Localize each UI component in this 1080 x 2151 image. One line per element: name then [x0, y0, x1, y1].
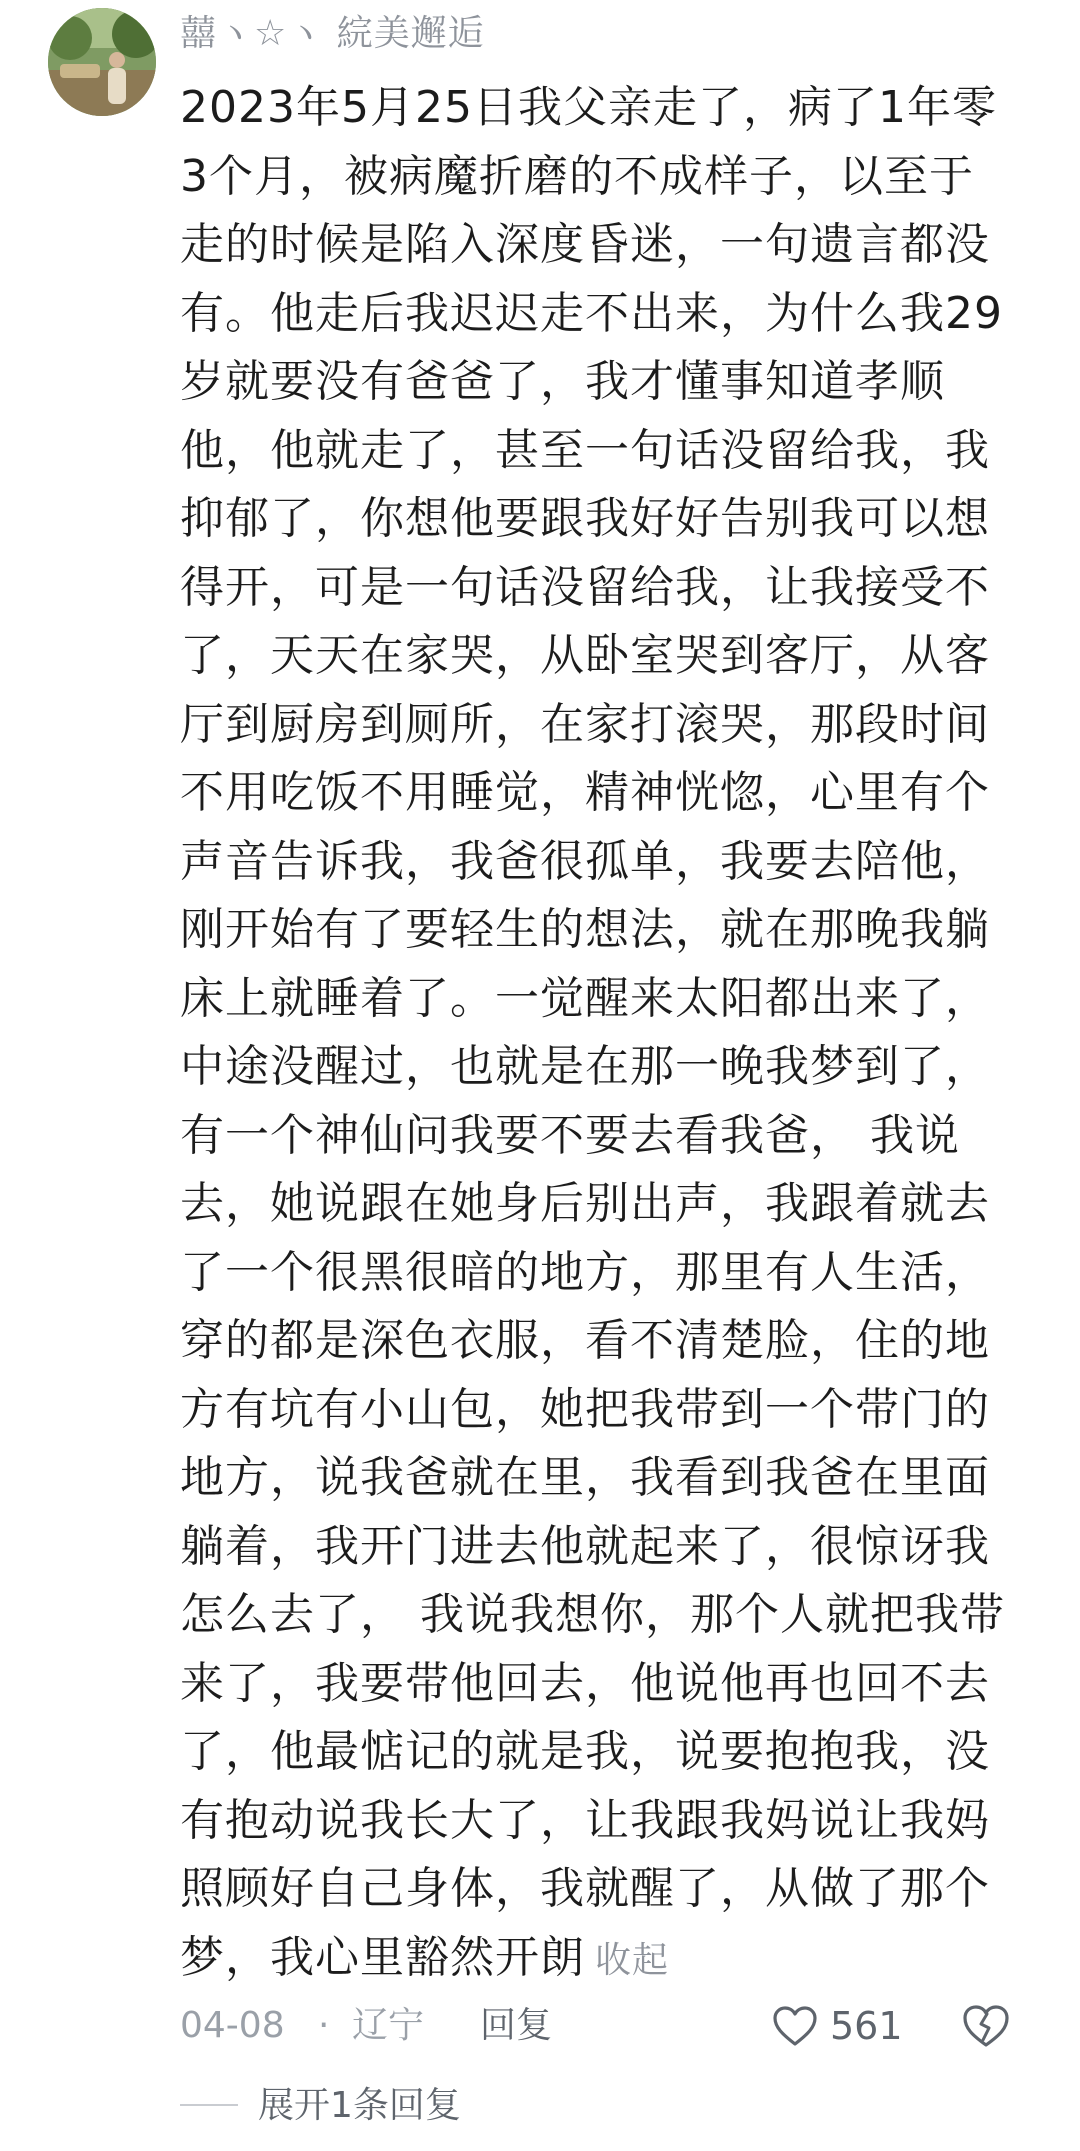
username[interactable]: 囍ヽ☆ヽ 綄美邂逅: [180, 13, 485, 54]
broken-heart-icon: [960, 2000, 1012, 2052]
collapse-link[interactable]: 收起: [595, 1939, 670, 1981]
meta-separator: ·: [318, 2005, 330, 2046]
thread-divider: [180, 2104, 238, 2106]
like-button[interactable]: [772, 1996, 903, 2056]
comment-date: 04-08: [180, 2005, 285, 2046]
comment-body: 2023年5月25日我父亲走了，病了1年零3个月，被病魔折磨的不成样子，以至于走的时候是陷入深度昏迷，一句遗言都没有。他走后我迟迟走不出来，为什么我29岁就要没有爸爸了，我才懂事知道孝顺他，他就走了，甚至一句话没留给我，我抑郁了，你想他要跟我好好告别我可以想得开，可是一句话没留给我，让我接受不了，天天在家哭，从卧室哭到客厅，从客厅到厨房到厕所，在家打滚哭，那段时间不用吃饭不用睡觉，精神恍惚，心里有个声音告诉我，我爸很孤单，我要去陪他，刚开始有了要轻生的想法，就在那晚我躺床上就睡着了。一觉醒来太阳都出来了，中途没醒过，也就是在那一晚我梦到了，有一个神仙问我要不要去看我爸， 我说去，她说跟在她身后别出声，我跟着就去了一个很黑很暗的地方，那里有人生活，穿的都是深色衣服，看不清楚脸，住的地方有坑有小山包，她把我带到一个带门的地方，说我爸就在里，我看到我爸在里面躺着，我开门进去他就起来了，很惊讶我怎么去了， 我说我想你，那个人就把我带来了，我要带他回去，他说他再也回不去了，他最惦记的就是我，说要抱抱我，没有抱动说我长大了，让我跟我妈说让我妈照顾好自己身体，我就醒了，从做了那个梦，我心里豁然开朗: [180, 82, 1005, 1983]
dislike-button[interactable]: [960, 2000, 1012, 2052]
avatar[interactable]: [48, 8, 156, 116]
comment-text: [180, 74, 1010, 1995]
like-count: 561: [830, 2004, 903, 2048]
reply-button[interactable]: 回复: [480, 2005, 553, 2046]
expand-replies-label: 展开1条回复: [258, 2085, 461, 2126]
comment-meta: [180, 1996, 1020, 2056]
avatar-image: [48, 8, 156, 116]
comment-location: 辽宁: [352, 2005, 425, 2046]
heart-outline-icon: [772, 2005, 818, 2047]
expand-replies[interactable]: [180, 2080, 560, 2151]
